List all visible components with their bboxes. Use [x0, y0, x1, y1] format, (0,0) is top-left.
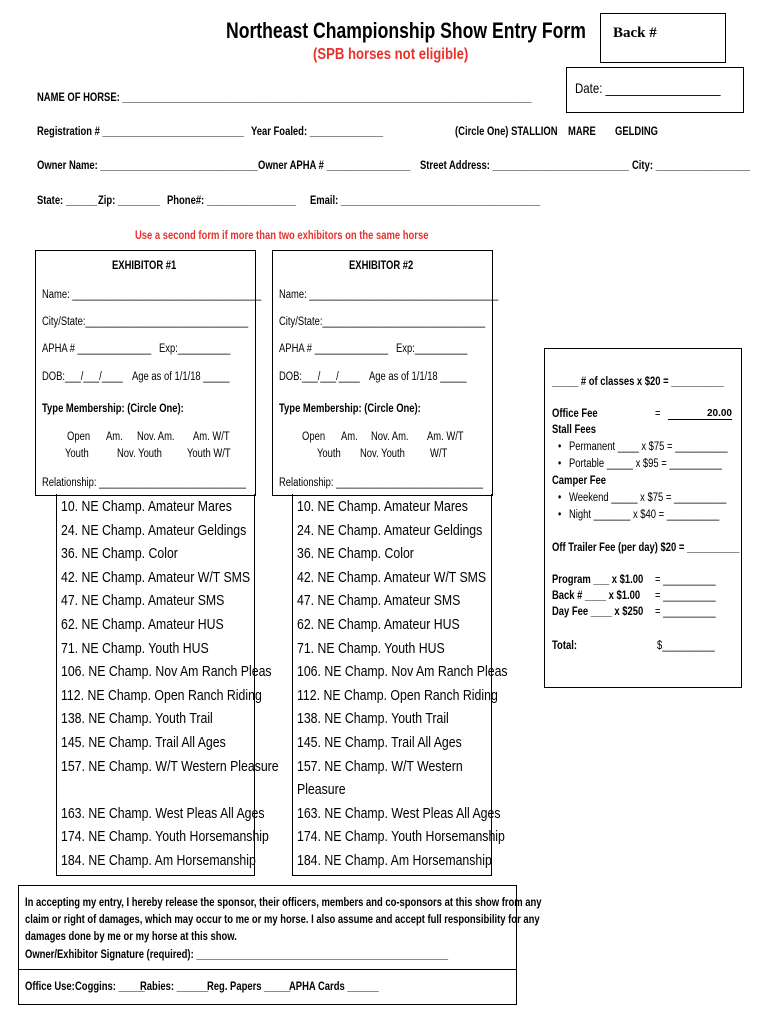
exhibitor-1-mem-am-wt[interactable]: Am. W/T [193, 431, 230, 443]
office-use-label: Office Use: [25, 981, 75, 993]
apha-cards-field[interactable]: APHA Cards ______ [289, 981, 379, 993]
back-number-line[interactable]: Back # ____ x $1.00 [552, 590, 641, 602]
exhibitor-1-class-item[interactable]: 157. NE Champ. W/T Western Pleasure [61, 757, 279, 775]
signature-field[interactable]: Owner/Exhibitor Signature (required): ________________________________________________ [25, 949, 449, 961]
release-divider [19, 969, 516, 970]
exhibitor-1-class-item[interactable]: 24. NE Champ. Amateur Geldings [61, 521, 247, 539]
second-form-note: Use a second form if more than two exhibitors on the same horse [135, 230, 429, 242]
exhibitor-1-class-item[interactable]: 138. NE Champ. Youth Trail [61, 710, 213, 728]
exhibitor-1-apha-field[interactable]: APHA # ______________ [42, 343, 152, 355]
stall-fees-label: Stall Fees [552, 424, 597, 436]
exhibitor-2-class-item[interactable]: 62. NE Champ. Amateur HUS [297, 616, 460, 633]
exhibitor-1-membership-label: Type Membership: (Circle One): [42, 403, 184, 415]
office-fee-equals: = [655, 408, 661, 420]
circle-one-stallion[interactable]: (Circle One) STALLION [455, 126, 558, 138]
exhibitor-2-class-item[interactable]: 71. NE Champ. Youth HUS [297, 639, 445, 657]
exhibitor-2-exp-field[interactable]: Exp:__________ [396, 343, 468, 355]
release-text-line-3: damages done by me or my horse at this show. [25, 931, 237, 943]
exhibitor-2-membership-label: Type Membership: (Circle One): [279, 403, 421, 415]
exhibitor-1-class-item[interactable]: 145. NE Champ. Trail All Ages [61, 734, 226, 751]
owner-apha-field[interactable]: Owner APHA # ________________ [258, 160, 411, 172]
day-fee-line[interactable]: Day Fee ____ x $250 [552, 606, 644, 618]
exhibitor-1-class-item[interactable]: 42. NE Champ. Amateur W/T SMS [61, 568, 251, 586]
exhibitor-2-class-item[interactable]: 112. NE Champ. Open Ranch Riding [297, 686, 498, 704]
street-address-field[interactable]: Street Address: __________________________ [420, 160, 629, 172]
bullet-icon: • [558, 441, 562, 453]
horse-name-field[interactable]: NAME OF HORSE: ______________________________________________________________________________ [37, 92, 532, 104]
exhibitor-2-class-item[interactable]: 157. NE Champ. W/T Western [297, 757, 463, 775]
exhibitor-2-city-state-field[interactable]: City/State:_______________________________ [279, 316, 486, 328]
exhibitor-2-name-field[interactable]: Name: ____________________________________ [279, 289, 499, 301]
portable-stall-line[interactable]: Portable _____ x $95 = __________ [569, 458, 722, 470]
phone-field[interactable]: Phone#: _________________ [167, 195, 296, 207]
registration-field[interactable]: Registration # ___________________________ [37, 126, 245, 138]
bullet-icon: • [558, 492, 562, 504]
exhibitor-2-mem-nov-am[interactable]: Nov. Am. [371, 431, 409, 443]
exhibitor-1-class-item[interactable]: 112. NE Champ. Open Ranch Riding [61, 686, 262, 704]
program-amount[interactable]: = __________ [655, 574, 716, 586]
release-text-line-2: claim or right of damages, which may occur to me or my horse. I also assume and accept full responsibility for any [25, 914, 540, 926]
office-fee-amount: 20.00 [668, 408, 732, 420]
exhibitor-1-mem-open[interactable]: Open [67, 431, 91, 443]
exhibitor-1-panel [35, 250, 262, 496]
state-field[interactable]: State: ______ [37, 195, 98, 207]
exhibitor-2-mem-am-wt[interactable]: Am. W/T [427, 431, 464, 443]
exhibitor-2-class-item[interactable]: 184. NE Champ. Am Horsemanship [297, 852, 492, 869]
total-label: Total: [552, 640, 577, 652]
exhibitor-2-class-item[interactable]: 24. NE Champ. Amateur Geldings [297, 521, 483, 539]
rabies-field[interactable]: Rabies: ______ [140, 981, 209, 993]
date-label: Date: __________________ [575, 80, 721, 96]
exhibitor-1-class-item[interactable]: 71. NE Champ. Youth HUS [61, 639, 209, 657]
exhibitor-2-class-item[interactable]: 145. NE Champ. Trail All Ages [297, 734, 462, 751]
exhibitor-1-class-item[interactable]: 36. NE Champ. Color [61, 545, 178, 563]
exhibitor-1-relationship-field[interactable]: Relationship: ____________________________ [42, 477, 246, 489]
exhibitor-1-class-item[interactable]: 106. NE Champ. Nov Am Ranch Pleas [61, 663, 272, 681]
gelding-option[interactable]: GELDING [615, 126, 658, 138]
exhibitor-1-class-item[interactable]: 174. NE Champ. Youth Horsemanship [61, 828, 269, 846]
class-list-1-bottom-border [56, 875, 255, 876]
date-box[interactable] [566, 67, 744, 113]
fees-panel [544, 348, 742, 688]
weekend-camper-line[interactable]: Weekend _____ x $75 = __________ [569, 492, 727, 504]
exhibitor-2-panel [272, 250, 499, 496]
form-title: Northeast Championship Show Entry Form [226, 18, 586, 43]
night-camper-line[interactable]: Night _______ x $40 = __________ [569, 509, 720, 521]
exhibitor-1-dob-field[interactable]: DOB:___/___/____ [42, 371, 123, 383]
exhibitor-2-age-field[interactable]: Age as of 1/1/18 _____ [369, 371, 467, 383]
exhibitor-1-mem-nov-am[interactable]: Nov. Am. [137, 431, 175, 443]
exhibitor-1-mem-nov-youth[interactable]: Nov. Youth [117, 448, 162, 460]
class-list-1-left-border [56, 494, 57, 876]
exhibitor-1-city-state-field[interactable]: City/State:_______________________________ [42, 316, 249, 328]
exhibitor-2-relationship-field[interactable]: Relationship: ____________________________ [279, 477, 483, 489]
exhibitor-1-mem-am[interactable]: Am. [106, 431, 123, 443]
camper-fee-label: Camper Fee [552, 475, 606, 487]
exhibitor-1-exp-field[interactable]: Exp:__________ [159, 343, 231, 355]
exhibitor-2-mem-youth[interactable]: Youth [317, 448, 341, 460]
owner-name-field[interactable]: Owner Name: ______________________________ [37, 160, 258, 172]
exhibitor-1-mem-youth-wt[interactable]: Youth W/T [187, 448, 231, 460]
bullet-icon: • [558, 509, 562, 521]
exhibitor-2-class-item[interactable]: 106. NE Champ. Nov Am Ranch Pleas [297, 663, 508, 681]
exhibitor-2-heading: EXHIBITOR #2 [349, 260, 414, 272]
form-subtitle: (SPB horses not eligible) [313, 46, 469, 63]
exhibitor-2-mem-nov-youth[interactable]: Nov. Youth [360, 448, 405, 460]
city-field[interactable]: City: __________________ [632, 160, 750, 172]
off-trailer-fee-line[interactable]: Off Trailer Fee (per day) $20 = __________ [552, 542, 740, 554]
exhibitor-2-class-item[interactable]: 47. NE Champ. Amateur SMS [297, 592, 461, 610]
exhibitor-2-class-item[interactable]: 42. NE Champ. Amateur W/T SMS [297, 568, 487, 586]
exhibitor-1-class-item[interactable]: 163. NE Champ. West Pleas All Ages [61, 804, 265, 822]
exhibitor-2-dob-field[interactable]: DOB:___/___/____ [279, 371, 360, 383]
program-line[interactable]: Program ___ x $1.00 [552, 574, 644, 586]
exhibitor-1-heading: EXHIBITOR #1 [112, 260, 177, 272]
exhibitor-2-apha-field[interactable]: APHA # ______________ [279, 343, 389, 355]
exhibitor-2-class-item[interactable]: 36. NE Champ. Color [297, 545, 414, 563]
exhibitor-1-class-item[interactable]: 62. NE Champ. Amateur HUS [61, 616, 224, 633]
exhibitor-1-age-field[interactable]: Age as of 1/1/18 _____ [132, 371, 230, 383]
exhibitor-2-class-item[interactable]: Pleasure [297, 781, 346, 799]
back-number-box[interactable] [600, 13, 726, 63]
exhibitor-1-name-field[interactable]: Name: ____________________________________ [42, 289, 262, 301]
exhibitor-1-class-item[interactable]: 10. NE Champ. Amateur Mares [61, 498, 232, 515]
release-panel [18, 885, 542, 1005]
exhibitor-1-class-list [61, 498, 279, 874]
office-fee-label: Office Fee [552, 408, 598, 420]
classes-fee-line[interactable]: _____ # of classes x $20 = __________ [552, 376, 724, 388]
bullet-icon: • [558, 458, 562, 470]
reg-papers-field[interactable]: Reg. Papers _____ [207, 981, 291, 993]
exhibitor-1-mem-youth[interactable]: Youth [65, 448, 89, 460]
exhibitor-2-class-item[interactable]: 10. NE Champ. Amateur Mares [297, 498, 468, 515]
day-fee-amount[interactable]: = __________ [655, 606, 716, 618]
exhibitor-2-class-item[interactable]: 174. NE Champ. Youth Horsemanship [297, 828, 505, 846]
back-number-amount[interactable]: = __________ [655, 590, 716, 602]
class-list-2-left-border [292, 494, 293, 876]
year-foaled-field[interactable]: Year Foaled: ______________ [251, 126, 384, 138]
zip-field[interactable]: Zip: ________ [98, 195, 160, 207]
exhibitor-1-class-item[interactable]: 47. NE Champ. Amateur SMS [61, 592, 225, 610]
exhibitor-2-mem-wt[interactable]: W/T [430, 448, 448, 460]
mare-option[interactable]: MARE [568, 126, 596, 138]
back-number-label: Back # [613, 25, 657, 41]
total-amount[interactable]: $__________ [657, 640, 715, 652]
exhibitor-2-class-item[interactable]: 163. NE Champ. West Pleas All Ages [297, 804, 501, 822]
class-list-2-bottom-border [292, 875, 492, 876]
exhibitor-2-mem-open[interactable]: Open [302, 431, 326, 443]
coggins-field[interactable]: Coggins: _____ [75, 981, 145, 993]
email-field[interactable]: Email: ______________________________________ [310, 195, 541, 207]
exhibitor-1-class-item[interactable]: 184. NE Champ. Am Horsemanship [61, 852, 256, 869]
permanent-stall-line[interactable]: Permanent ____ x $75 = __________ [569, 441, 728, 453]
exhibitor-2-mem-am[interactable]: Am. [341, 431, 358, 443]
exhibitor-2-class-item[interactable]: 138. NE Champ. Youth Trail [297, 710, 449, 728]
release-text-line-1: In accepting my entry, I hereby release the sponsor, their officers, members and co-sponsors at this show from any [25, 897, 542, 909]
exhibitor-2-class-list [297, 498, 508, 874]
